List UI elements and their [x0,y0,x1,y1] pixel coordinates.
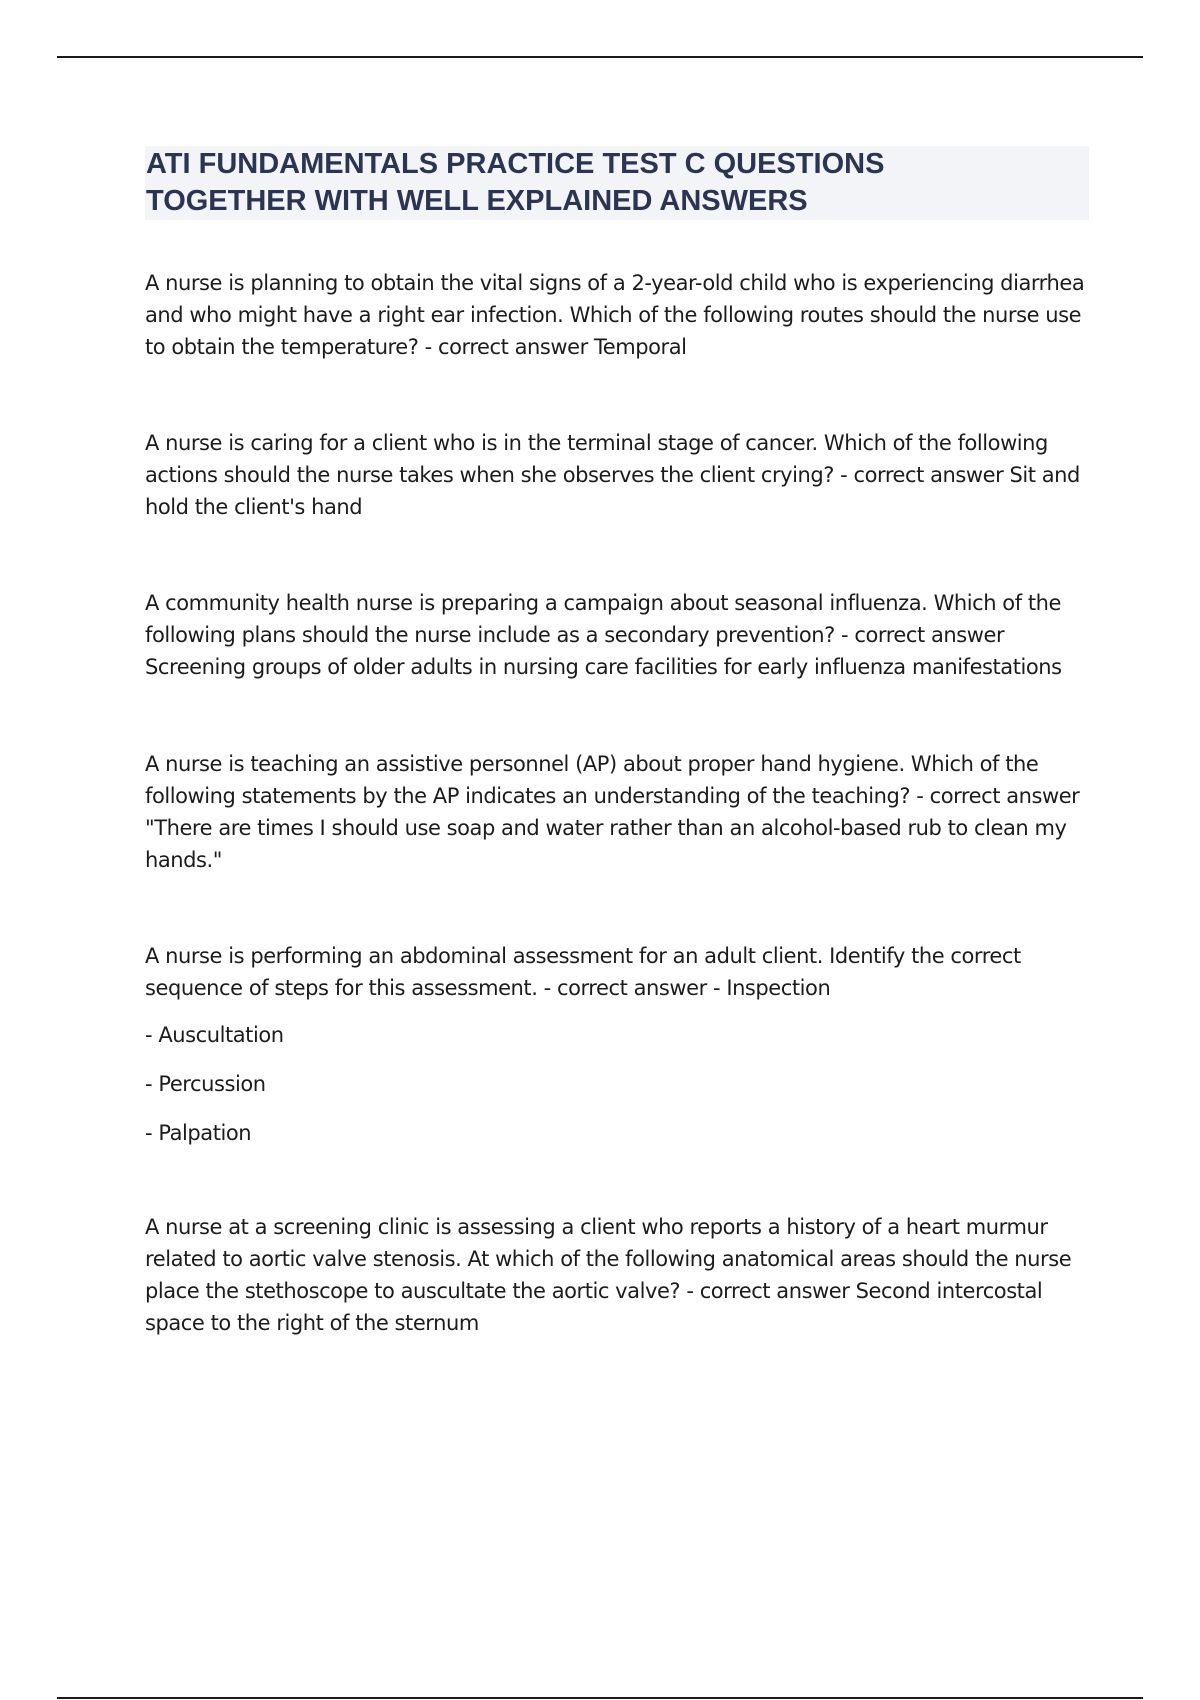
question-5-step-auscultation: - Auscultation [145,1023,284,1047]
header-rule [57,56,1143,58]
question-5-step-palpation: - Palpation [145,1121,252,1145]
question-2: A nurse is caring for a client who is in the terminal stage of cancer. Which of the following actions should the nurse takes when she observes the client crying? - correct answer Sit and hold the client's hand [145,431,1080,519]
question-5-step-percussion: - Percussion [145,1072,266,1096]
question-5: A nurse is performing an abdominal assessment for an adult client. Identify the correct sequence of steps for this assessment. - correct answer - Inspection [145,944,1021,1000]
question-6: A nurse at a screening clinic is assessing a client who reports a history of a heart murmur related to aortic valve stenosis. At which of the following anatomical areas should the nurse place the stethoscope to auscultate the aortic valve? - correct answer Second intercostal space to the right of the sternum [145,1215,1072,1335]
document-title [146,146,1086,220]
question-4: A nurse is teaching an assistive personnel (AP) about proper hand hygiene. Which of the following statements by the AP indicates an understanding of the teaching? - correct answer "There are times I should use soap and water rather than an alcohol-based rub to clean my hands." [145,752,1080,872]
question-1: A nurse is planning to obtain the vital signs of a 2-year-old child who is experiencing diarrhea and who might have a right ear infection. Which of the following routes should the nurse use to obtain the temperature? - correct answer Temporal [145,271,1085,359]
question-3: A community health nurse is preparing a campaign about seasonal influenza. Which of the following plans should the nurse include as a secondary prevention? - correct answer Screening groups of older adults in nursing care facilities for early influenza manifestations [145,591,1062,679]
footer-rule [57,1697,1143,1699]
title-line-1: ATI FUNDAMENTALS PRACTICE TEST C QUESTIONS [146,148,885,180]
title-line-2: TOGETHER WITH WELL EXPLAINED ANSWERS [146,185,808,217]
